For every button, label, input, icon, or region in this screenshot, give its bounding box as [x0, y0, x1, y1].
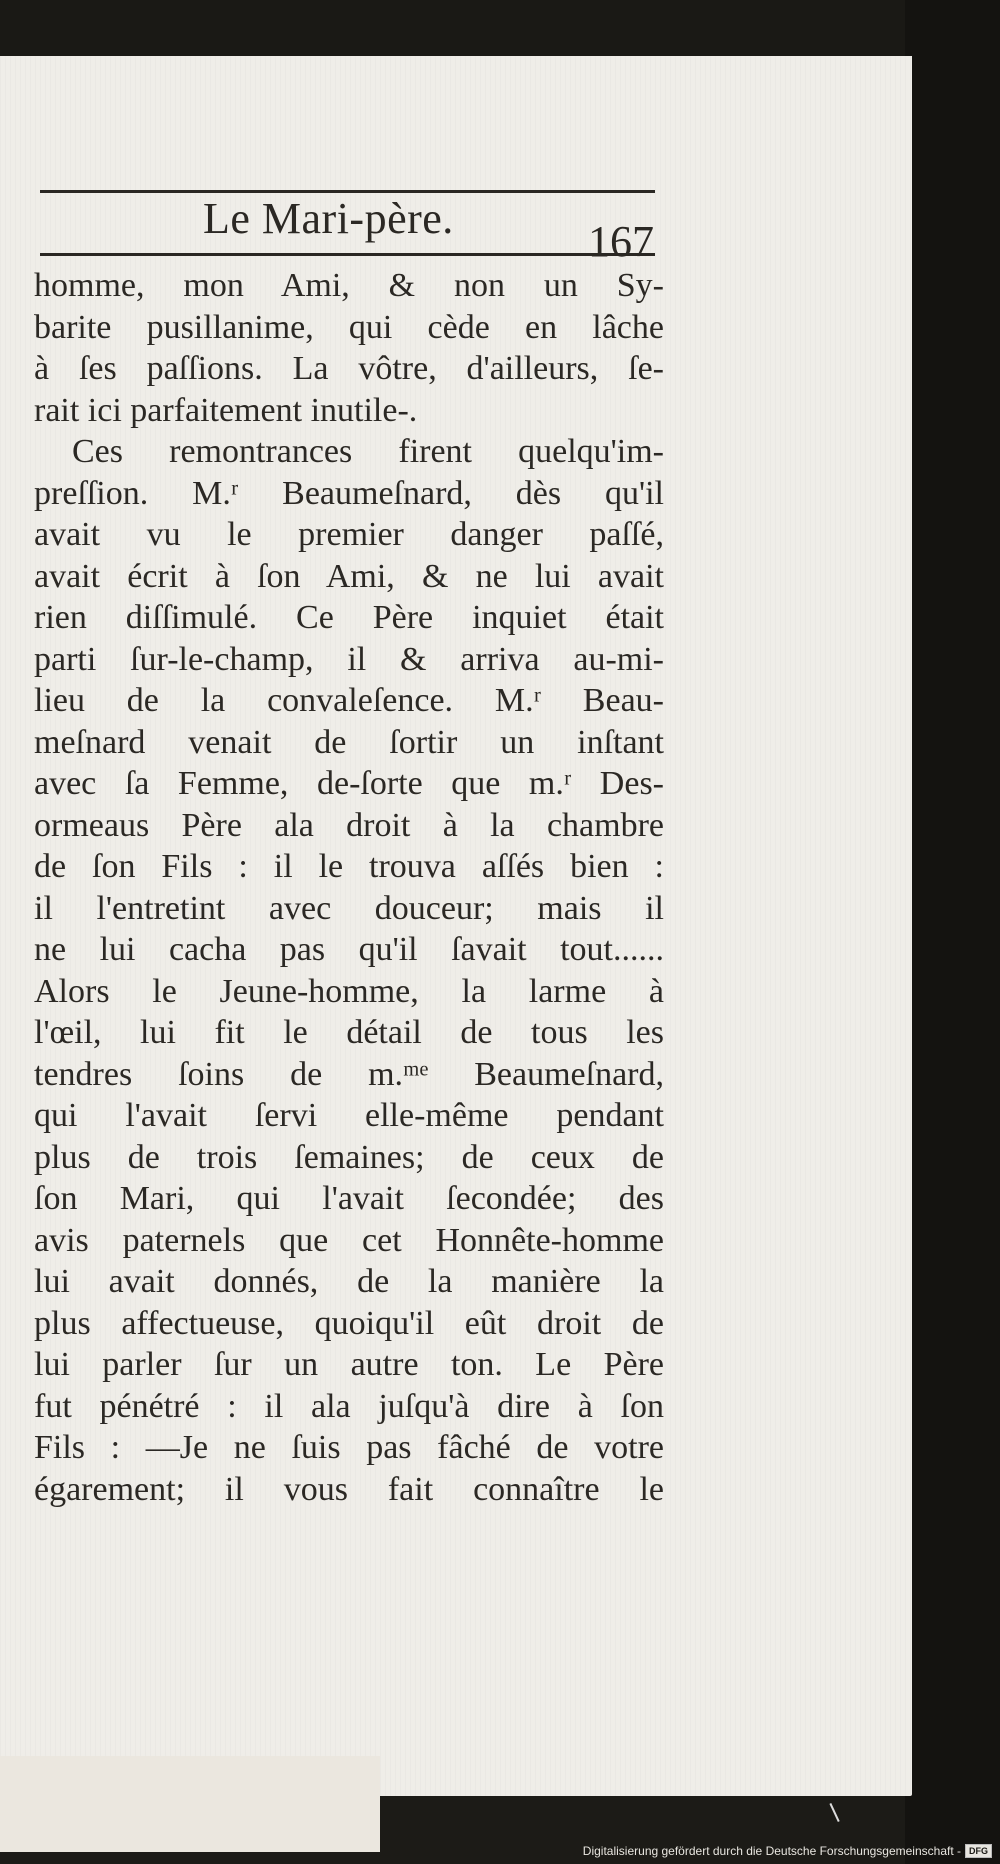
text-line: avait écrit à ſon Ami, & ne lui avait — [34, 557, 664, 595]
text-line: ſon Mari, qui l'avait ſecondée; des — [34, 1180, 664, 1217]
text-line: rait ici parfaitement inutile-. — [34, 391, 418, 429]
text-line: à ſes paſſions. La vôtre, d'ailleurs, ſe- — [34, 350, 664, 387]
text-line: fut pénétré : il ala juſqu'à dire à ſon — [34, 1387, 664, 1425]
loose-thread — [829, 1798, 850, 1822]
credit-text: Digitalisierung gefördert durch die Deutsche Forschungsgemeinschaft - — [582, 1844, 961, 1858]
text-line: Fils : —Je ne ſuis pas fâché de votre — [34, 1429, 664, 1466]
text-line: Alors le Jeune-homme, la larme à — [34, 972, 664, 1010]
digitization-credit — [583, 1844, 992, 1858]
text-line: qui l'avait ſervi elle-même pendant — [34, 1097, 664, 1134]
page-number: 167 — [588, 217, 654, 266]
text-line: barite pusillanime, qui cède en lâche — [34, 308, 664, 346]
text-line: plus affectueuse, quoiqu'il eût droit de — [34, 1304, 664, 1342]
text-line: avec ſa Femme, de-ſorte que m.ʳ Des- — [34, 765, 664, 802]
text-line: preſſion. M.ʳ Beaumeſnard, dès qu'il — [34, 474, 664, 512]
page-worn-edge — [0, 1756, 380, 1852]
text-line: rien diſſimulé. Ce Père inquiet était — [34, 599, 664, 636]
text-line: avis paternels que cet Honnête-homme — [34, 1221, 664, 1259]
running-title: Le Mari-père. — [203, 194, 454, 243]
text-line: ormeaus Père ala droit à la chambre — [34, 806, 664, 844]
text-line: l'œil, lui fit le détail de tous les — [34, 1014, 664, 1051]
text-line: avait vu le premier danger paſſé, — [34, 516, 664, 553]
text-line: tendres ſoins de m.ᵐᵉ Beaumeſnard, — [34, 1055, 664, 1093]
body-text — [34, 265, 664, 1510]
dfg-logo: DFG — [965, 1844, 992, 1858]
text-line: égarement; il vous fait connaître le — [34, 1470, 664, 1508]
text-line: il l'entretint avec douceur; mais il — [34, 889, 664, 927]
text-line: homme, mon Ami, & non un Sy- — [34, 267, 664, 304]
scan-background-top — [0, 0, 1000, 60]
text-line: plus de trois ſemaines; de ceux de — [34, 1138, 664, 1176]
scan-background-right — [905, 0, 1000, 1864]
text-line: meſnard venait de ſortir un inſtant — [34, 723, 664, 761]
text-line: de ſon Fils : il le trouva aſſés bien : — [34, 848, 664, 885]
header-rule-bottom — [40, 253, 655, 256]
text-line: lui avait donnés, de la manière la — [34, 1263, 664, 1300]
text-line: lui parler ſur un autre ton. Le Père — [34, 1346, 664, 1383]
text-line: Ces remontrances firent quelqu'im- — [72, 433, 664, 470]
text-line: lieu de la convaleſence. M.ʳ Beau- — [34, 682, 664, 719]
text-line: parti ſur-le-champ, il & arriva au-mi- — [34, 640, 664, 678]
text-line: ne lui cacha pas qu'il ſavait tout...... — [34, 931, 664, 968]
